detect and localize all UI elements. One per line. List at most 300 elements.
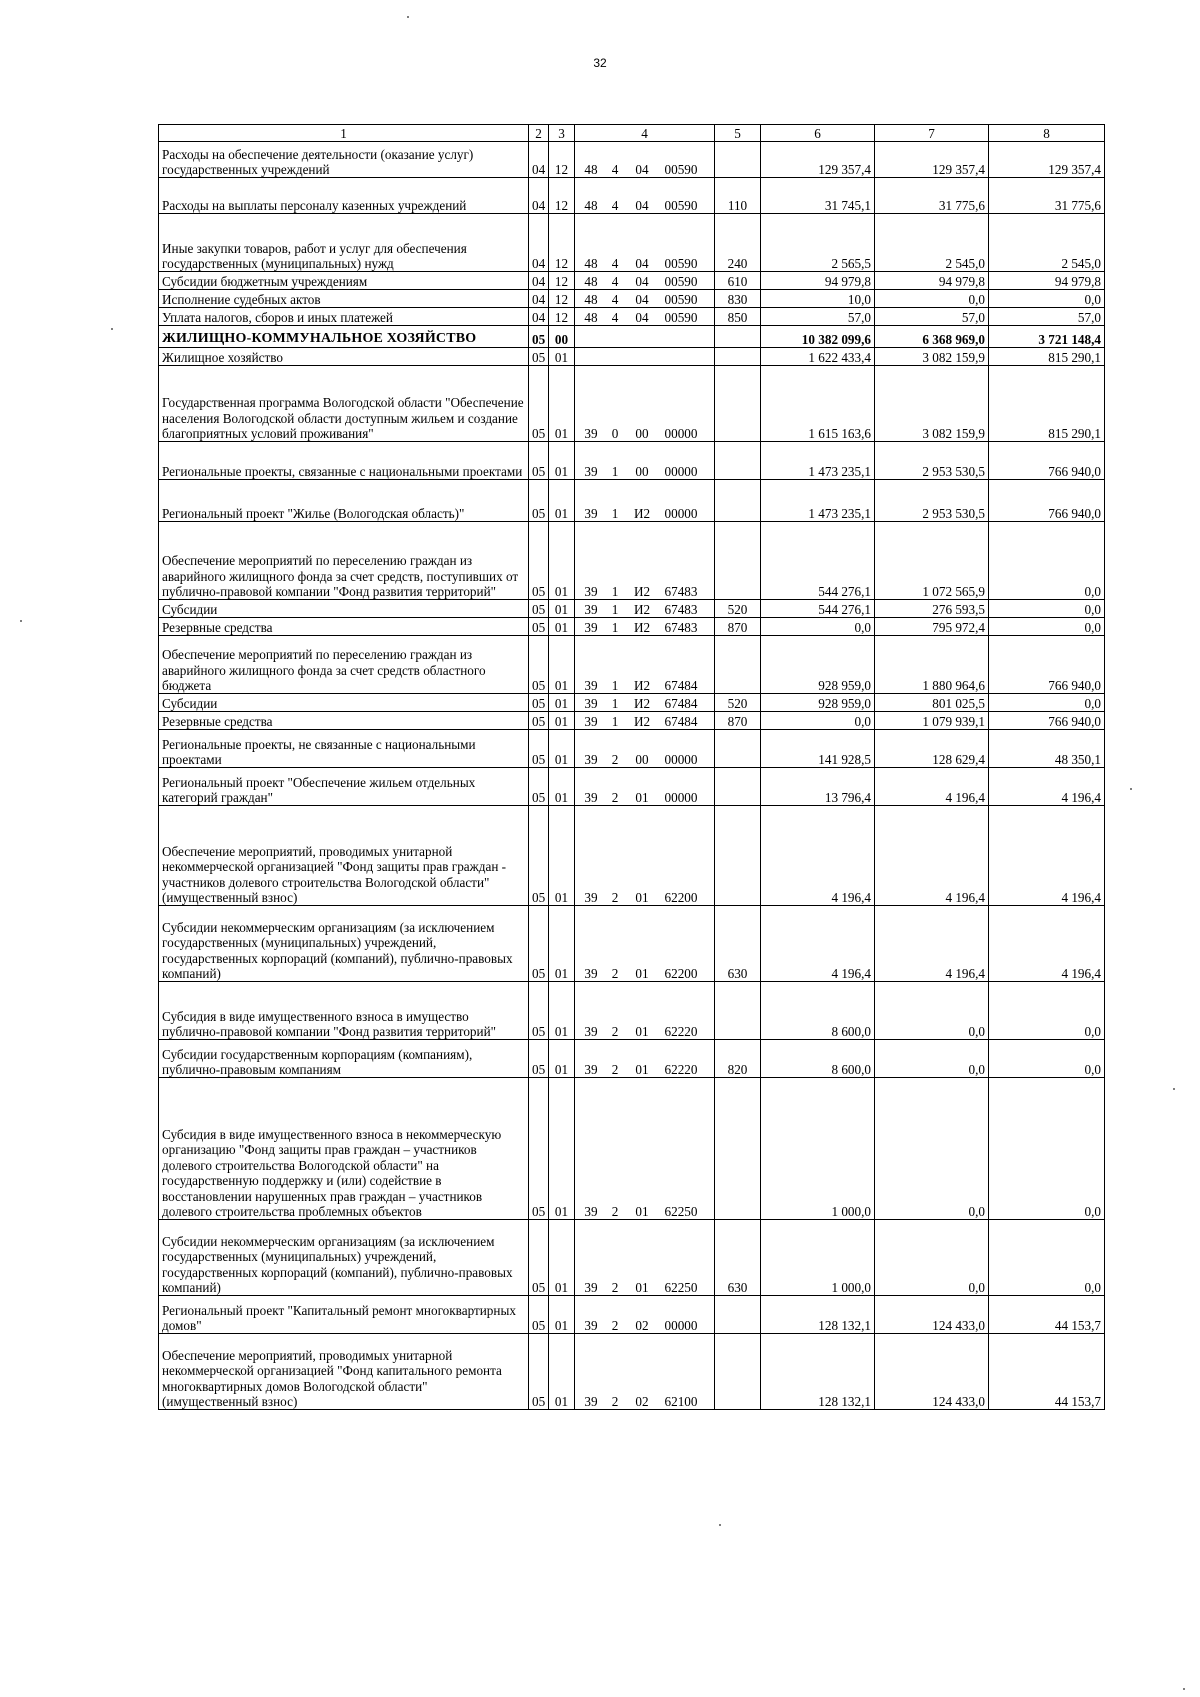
row-amount-col8: 815 290,1 [989,366,1105,442]
row-amount-col6: 8 600,0 [761,1040,875,1078]
code-segment: 39 [584,426,598,441]
row-amount-col6: 0,0 [761,712,875,730]
row-subsection-code: 12 [549,308,575,326]
row-amount-col6: 31 745,1 [761,178,875,214]
row-amount-col7: 124 433,0 [875,1296,989,1334]
row-amount-col8: 4 196,4 [989,906,1105,982]
row-amount-col7: 129 357,4 [875,142,989,178]
row-amount-col8: 0,0 [989,600,1105,618]
row-section-code: 05 [529,806,549,906]
row-expense-type [715,1078,761,1220]
row-amount-col6: 544 276,1 [761,522,875,600]
code-segment: 2 [611,752,619,767]
code-segment: 2 [611,1062,619,1077]
row-name: Субсидии государственным корпорациям (компаниям), публично-правовым компаниям [159,1040,529,1078]
row-amount-col7: 0,0 [875,290,989,308]
scan-speck [111,328,113,330]
code-segment: 39 [584,464,598,479]
code-segment: 04 [635,162,649,177]
table-row [159,348,1105,366]
row-expense-type: 830 [715,290,761,308]
row-name: Резервные средства [159,618,529,636]
row-section-code: 05 [529,694,549,712]
code-segment: И2 [633,696,651,711]
code-segment: 39 [584,1204,598,1219]
row-subsection-code: 12 [549,142,575,178]
row-expense-type: 820 [715,1040,761,1078]
code-segment: 01 [635,790,649,805]
code-segment: 39 [584,1280,598,1295]
row-subsection-code: 00 [549,326,575,348]
code-segment: 01 [635,966,649,981]
row-target-item-code [575,272,715,290]
code-segment: 2 [611,1280,619,1295]
row-amount-col7: 4 196,4 [875,768,989,806]
table-row [159,522,1105,600]
row-subsection-code: 01 [549,618,575,636]
row-amount-col8: 44 153,7 [989,1296,1105,1334]
header-col-3: 3 [549,125,575,142]
row-amount-col8: 0,0 [989,1040,1105,1078]
row-expense-type [715,442,761,480]
row-target-item-code [575,1220,715,1296]
row-target-item-code [575,290,715,308]
budget-table [158,124,1105,1410]
header-col-6: 6 [761,125,875,142]
code-segment: 1 [611,464,619,479]
row-subsection-code: 01 [549,480,575,522]
code-segment: 04 [635,274,649,289]
code-segment: 39 [584,890,598,905]
code-segment: 67483 [664,584,698,599]
row-subsection-code: 01 [549,1334,575,1410]
code-segment: 2 [611,790,619,805]
code-segment: 2 [611,1204,619,1219]
row-subsection-code: 12 [549,178,575,214]
row-amount-col8: 4 196,4 [989,768,1105,806]
code-segment: 62200 [664,890,698,905]
table-row [159,636,1105,694]
row-amount-col8: 31 775,6 [989,178,1105,214]
row-amount-col8: 0,0 [989,522,1105,600]
row-section-code: 04 [529,290,549,308]
table-row [159,806,1105,906]
row-amount-col6: 10,0 [761,290,875,308]
code-segment: 0 [611,426,619,441]
row-section-code: 05 [529,326,549,348]
row-subsection-code: 12 [549,272,575,290]
code-segment: 39 [584,752,598,767]
row-amount-col8: 0,0 [989,1078,1105,1220]
row-amount-col8: 0,0 [989,290,1105,308]
row-amount-col6: 928 959,0 [761,636,875,694]
code-segment: 67484 [664,696,698,711]
row-amount-col8: 0,0 [989,618,1105,636]
header-col-2: 2 [529,125,549,142]
row-expense-type: 240 [715,214,761,272]
row-section-code: 05 [529,1220,549,1296]
row-amount-col7: 0,0 [875,1078,989,1220]
row-section-code: 04 [529,178,549,214]
row-section-code: 05 [529,480,549,522]
code-segment: 00000 [664,752,698,767]
code-segment: 39 [584,696,598,711]
row-expense-type: 110 [715,178,761,214]
row-target-item-code [575,982,715,1040]
row-target-item-code [575,214,715,272]
table-row [159,1334,1105,1410]
code-segment: 00000 [664,1318,698,1333]
row-amount-col7: 0,0 [875,1220,989,1296]
row-expense-type [715,768,761,806]
row-expense-type [715,730,761,768]
code-segment: 2 [611,1318,619,1333]
code-segment: 1 [611,714,619,729]
table-body [159,142,1105,1410]
row-name: Обеспечение мероприятий, проводимых унитарной некоммерческой организацией "Фонд защиты прав граждан - участников долевого строительства Вологодской области" (имущественный взнос) [159,806,529,906]
code-segment: 1 [611,620,619,635]
row-target-item-code [575,636,715,694]
row-section-code: 05 [529,1296,549,1334]
row-section-code: 04 [529,214,549,272]
row-section-code: 04 [529,142,549,178]
row-subsection-code: 01 [549,636,575,694]
code-segment: 2 [611,1024,619,1039]
table-row [159,178,1105,214]
row-name: Расходы на выплаты персоналу казенных учреждений [159,178,529,214]
scan-speck [1183,1688,1185,1690]
row-expense-type [715,806,761,906]
row-name: Исполнение судебных актов [159,290,529,308]
row-subsection-code: 01 [549,522,575,600]
row-target-item-code [575,694,715,712]
code-segment: 01 [635,1062,649,1077]
code-segment: И2 [633,678,651,693]
row-target-item-code [575,806,715,906]
row-amount-col6: 10 382 099,6 [761,326,875,348]
row-amount-col6: 4 196,4 [761,806,875,906]
code-segment: 01 [635,1204,649,1219]
row-target-item-code [575,308,715,326]
row-subsection-code: 01 [549,730,575,768]
row-name: Иные закупки товаров, работ и услуг для обеспечения государственных (муниципальных) нужд [159,214,529,272]
code-segment: 48 [584,274,598,289]
row-amount-col7: 4 196,4 [875,806,989,906]
row-subsection-code: 01 [549,600,575,618]
code-segment: 00 [635,426,649,441]
code-segment: 4 [611,198,619,213]
row-section-code: 05 [529,636,549,694]
code-segment: 00590 [664,310,698,325]
code-segment: 00590 [664,256,698,271]
code-segment: 02 [635,1394,649,1409]
row-expense-type [715,1296,761,1334]
row-target-item-code [575,326,715,348]
row-expense-type: 520 [715,694,761,712]
row-expense-type [715,982,761,1040]
row-name: Региональные проекты, не связанные с национальными проектами [159,730,529,768]
table-row [159,1296,1105,1334]
row-amount-col8: 766 940,0 [989,636,1105,694]
row-amount-col7: 3 082 159,9 [875,348,989,366]
row-amount-col7: 4 196,4 [875,906,989,982]
code-segment: 39 [584,602,598,617]
table-row [159,272,1105,290]
code-segment: 39 [584,678,598,693]
row-amount-col7: 2 953 530,5 [875,442,989,480]
row-name: Субсидия в виде имущественного взноса в некоммерческую организацию "Фонд защиты прав граждан – участников долевого строительства Вологодской области" на государственную поддержку и (или) содействие в восстановлении нарушенных прав граждан – участников долевого строительства проблемных объектов [159,1078,529,1220]
row-subsection-code: 01 [549,348,575,366]
code-segment: 62250 [664,1280,698,1295]
table-row [159,730,1105,768]
row-name: Расходы на обеспечение деятельности (оказание услуг) государственных учреждений [159,142,529,178]
row-section-code: 05 [529,906,549,982]
row-amount-col6: 129 357,4 [761,142,875,178]
row-name: Обеспечение мероприятий по переселению граждан из аварийного жилищного фонда за счет средств, поступивших от публично-правовой компании "Фонд развития территорий" [159,522,529,600]
row-target-item-code [575,480,715,522]
row-amount-col8: 57,0 [989,308,1105,326]
row-expense-type [715,522,761,600]
code-segment: И2 [633,620,651,635]
row-section-code: 05 [529,1078,549,1220]
code-segment: 00590 [664,292,698,307]
row-name: Региональные проекты, связанные с национальными проектами [159,442,529,480]
row-amount-col7: 2 545,0 [875,214,989,272]
code-segment: 62250 [664,1204,698,1219]
code-segment: 2 [611,966,619,981]
row-subsection-code: 01 [549,982,575,1040]
code-segment: И2 [633,714,651,729]
row-amount-col6: 1 473 235,1 [761,442,875,480]
code-segment: 4 [611,310,619,325]
code-segment: 1 [611,678,619,693]
row-section-code: 04 [529,308,549,326]
row-amount-col7: 795 972,4 [875,618,989,636]
row-expense-type: 610 [715,272,761,290]
row-amount-col8: 48 350,1 [989,730,1105,768]
row-expense-type [715,366,761,442]
table-row [159,442,1105,480]
row-subsection-code: 01 [549,768,575,806]
row-amount-col8: 2 545,0 [989,214,1105,272]
code-segment: 48 [584,292,598,307]
row-name: Уплата налогов, сборов и иных платежей [159,308,529,326]
table-row [159,906,1105,982]
table-row [159,308,1105,326]
code-segment: 67483 [664,602,698,617]
row-amount-col6: 1 615 163,6 [761,366,875,442]
code-segment: 48 [584,256,598,271]
code-segment: 04 [635,310,649,325]
row-amount-col6: 128 132,1 [761,1296,875,1334]
code-segment: 1 [611,584,619,599]
row-amount-col7: 128 629,4 [875,730,989,768]
code-segment: 4 [611,274,619,289]
row-amount-col8: 3 721 148,4 [989,326,1105,348]
scan-speck [20,620,22,622]
code-segment: 00590 [664,162,698,177]
row-amount-col6: 141 928,5 [761,730,875,768]
row-expense-type: 520 [715,600,761,618]
row-name: Субсидии некоммерческим организациям (за исключением государственных (муниципальных) учреждений, государственных корпораций (компаний), публично-правовых компаний) [159,906,529,982]
row-amount-col6: 128 132,1 [761,1334,875,1410]
row-expense-type: 630 [715,906,761,982]
code-segment: 48 [584,310,598,325]
row-expense-type: 630 [715,1220,761,1296]
code-segment: 39 [584,584,598,599]
header-col-8: 8 [989,125,1105,142]
header-col-7: 7 [875,125,989,142]
code-segment: 00 [635,464,649,479]
row-amount-col6: 57,0 [761,308,875,326]
code-segment: 48 [584,162,598,177]
row-name: Субсидия в виде имущественного взноса в имущество публично-правовой компании "Фонд развития территорий" [159,982,529,1040]
row-amount-col6: 928 959,0 [761,694,875,712]
row-target-item-code [575,906,715,982]
row-subsection-code: 12 [549,290,575,308]
table-row [159,694,1105,712]
code-segment: 2 [611,1394,619,1409]
row-expense-type: 850 [715,308,761,326]
code-segment: 39 [584,506,598,521]
row-name: Субсидии бюджетным учреждениям [159,272,529,290]
header-col-4: 4 [575,125,715,142]
code-segment: 1 [611,696,619,711]
row-section-code: 05 [529,1334,549,1410]
code-segment: 04 [635,198,649,213]
row-target-item-code [575,1296,715,1334]
table-row [159,1220,1105,1296]
row-amount-col6: 13 796,4 [761,768,875,806]
code-segment: 39 [584,966,598,981]
table-row [159,768,1105,806]
code-segment: И2 [633,584,651,599]
row-target-item-code [575,1334,715,1410]
code-segment: 00000 [664,426,698,441]
row-amount-col8: 0,0 [989,1220,1105,1296]
code-segment: 00590 [664,198,698,213]
row-target-item-code [575,712,715,730]
row-amount-col8: 766 940,0 [989,480,1105,522]
code-segment: 39 [584,1318,598,1333]
scan-speck [719,1524,721,1526]
row-amount-col8: 0,0 [989,694,1105,712]
code-segment: 1 [611,506,619,521]
row-amount-col7: 124 433,0 [875,1334,989,1410]
row-name: Государственная программа Вологодской области "Обеспечение населения Вологодской области доступным жильем и создание благоприятных условий проживания" [159,366,529,442]
row-expense-type [715,326,761,348]
code-segment: 04 [635,256,649,271]
row-subsection-code: 01 [549,1040,575,1078]
row-amount-col7: 1 880 964,6 [875,636,989,694]
row-amount-col7: 0,0 [875,1040,989,1078]
code-segment: И2 [633,506,651,521]
row-section-code: 05 [529,600,549,618]
row-target-item-code [575,618,715,636]
row-subsection-code: 01 [549,1296,575,1334]
code-segment: 62220 [664,1062,698,1077]
row-target-item-code [575,178,715,214]
table-row [159,618,1105,636]
row-amount-col6: 1 473 235,1 [761,480,875,522]
code-segment: 67483 [664,620,698,635]
row-expense-type: 870 [715,618,761,636]
row-subsection-code: 01 [549,712,575,730]
header-col-1: 1 [159,125,529,142]
code-segment: 39 [584,1062,598,1077]
row-section-code: 05 [529,442,549,480]
row-amount-col6: 8 600,0 [761,982,875,1040]
row-amount-col8: 766 940,0 [989,712,1105,730]
code-segment: 2 [611,890,619,905]
row-subsection-code: 12 [549,214,575,272]
code-segment: 00000 [664,790,698,805]
row-name: Региональный проект "Обеспечение жильем отдельных категорий граждан" [159,768,529,806]
code-segment: 01 [635,1280,649,1295]
row-target-item-code [575,730,715,768]
row-amount-col8: 0,0 [989,982,1105,1040]
row-amount-col6: 1 622 433,4 [761,348,875,366]
row-amount-col7: 801 025,5 [875,694,989,712]
code-segment: 00590 [664,274,698,289]
row-amount-col6: 94 979,8 [761,272,875,290]
row-target-item-code [575,366,715,442]
scan-speck [1130,788,1132,790]
row-expense-type: 870 [715,712,761,730]
code-segment: 39 [584,1394,598,1409]
row-expense-type [715,348,761,366]
row-name: Региональный проект "Капитальный ремонт многоквартирных домов" [159,1296,529,1334]
table-header [159,125,1105,142]
row-section-code: 05 [529,348,549,366]
row-name: Жилищное хозяйство [159,348,529,366]
row-amount-col6: 4 196,4 [761,906,875,982]
table-row [159,600,1105,618]
header-col-5: 5 [715,125,761,142]
row-amount-col7: 2 953 530,5 [875,480,989,522]
code-segment: 1 [611,602,619,617]
row-section-code: 05 [529,522,549,600]
code-segment: 62200 [664,966,698,981]
row-section-code: 05 [529,982,549,1040]
row-subsection-code: 01 [549,366,575,442]
row-target-item-code [575,442,715,480]
code-segment: 00000 [664,464,698,479]
row-subsection-code: 01 [549,1220,575,1296]
row-name: Резервные средства [159,712,529,730]
code-segment: 4 [611,256,619,271]
row-amount-col8: 44 153,7 [989,1334,1105,1410]
row-amount-col7: 94 979,8 [875,272,989,290]
row-amount-col6: 0,0 [761,618,875,636]
page-number: 32 [593,56,607,70]
row-section-code: 04 [529,272,549,290]
row-name: Обеспечение мероприятий по переселению граждан из аварийного жилищного фонда за счет средств областного бюджета [159,636,529,694]
row-amount-col6: 544 276,1 [761,600,875,618]
code-segment: 04 [635,292,649,307]
row-amount-col8: 94 979,8 [989,272,1105,290]
table-row [159,1040,1105,1078]
table-row [159,142,1105,178]
row-amount-col7: 0,0 [875,982,989,1040]
row-subsection-code: 01 [549,1078,575,1220]
row-expense-type [715,1334,761,1410]
row-subsection-code: 01 [549,906,575,982]
row-expense-type [715,480,761,522]
row-name: Субсидии [159,600,529,618]
row-amount-col7: 1 079 939,1 [875,712,989,730]
row-amount-col8: 129 357,4 [989,142,1105,178]
